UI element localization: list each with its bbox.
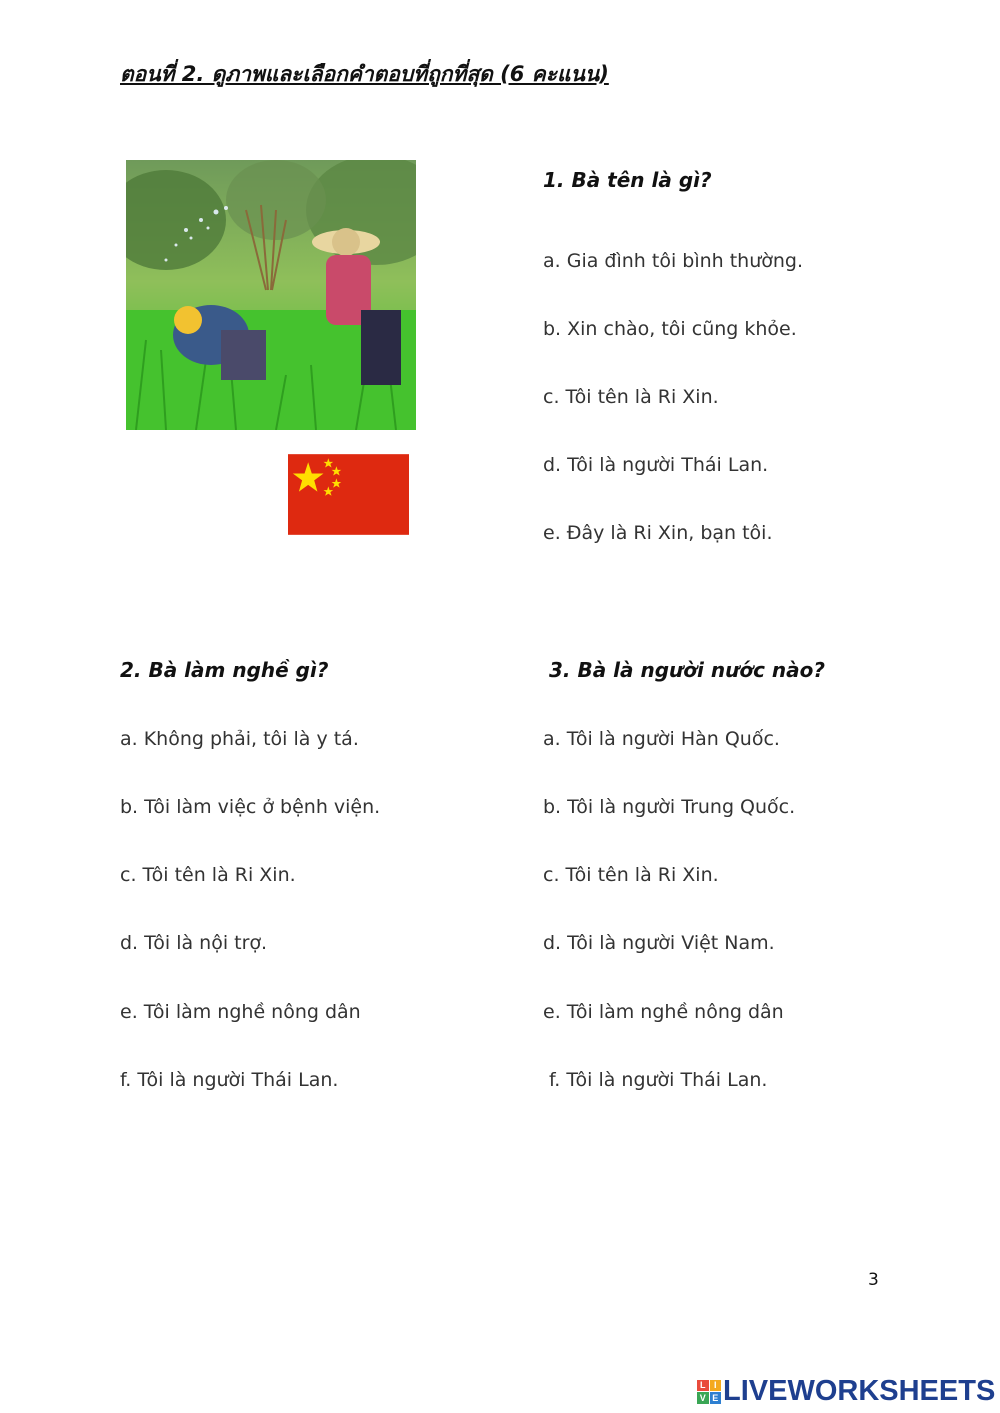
q3-option-d[interactable]: d. Tôi là người Việt Nam. [543,932,775,954]
q2-option-c[interactable]: c. Tôi tên là Ri Xin. [120,864,296,886]
logo-grid-icon [697,1380,721,1404]
q1-option-a[interactable]: a. Gia đình tôi bình thường. [543,250,804,272]
china-flag-icon [288,454,409,535]
logo-letter-e: E [710,1392,722,1404]
q2-option-b[interactable]: b. Tôi làm việc ở bệnh viện. [120,796,381,818]
q1-option-d[interactable]: d. Tôi là người Thái Lan. [543,454,769,476]
q1-option-c[interactable]: c. Tôi tên là Ri Xin. [543,386,719,408]
section-heading: ตอนที่ 2. ดูภาพและเลือกคำตอบที่ถูกที่สุด (6 คะแนน) [120,62,609,86]
logo-letter-l: L [697,1380,709,1392]
q3-option-c[interactable]: c. Tôi tên là Ri Xin. [543,864,719,886]
q1-option-b[interactable]: b. Xin chào, tôi cũng khỏe. [543,318,797,340]
q1-option-e[interactable]: e. Đây là Ri Xin, bạn tôi. [543,522,773,544]
q2-option-e[interactable]: e. Tôi làm nghề nông dân [120,1001,361,1023]
rice-farmers-photo [126,160,416,430]
brand-name: LIVEWORKSHEETS [723,1375,996,1407]
q2-option-d[interactable]: d. Tôi là nội trợ. [120,932,268,954]
q3-option-a[interactable]: a. Tôi là người Hàn Quốc. [543,728,780,750]
question-3: 3. Bà là người nước nào? [549,658,825,682]
q3-option-b[interactable]: b. Tôi là người Trung Quốc. [543,796,796,818]
q2-option-a[interactable]: a. Không phải, tôi là y tá. [120,728,359,750]
question-1: 1. Bà tên là gì? [543,168,712,192]
question-2: 2. Bà làm nghề gì? [120,658,329,682]
logo-letter-v: V [697,1392,709,1404]
q2-option-f[interactable]: f. Tôi là người Thái Lan. [120,1069,339,1091]
logo-letter-i: I [710,1380,722,1392]
page-number: 3 [868,1270,879,1290]
q3-option-f[interactable]: f. Tôi là người Thái Lan. [549,1069,768,1091]
brand-logo[interactable] [697,1377,995,1406]
q3-option-e[interactable]: e. Tôi làm nghề nông dân [543,1001,784,1023]
